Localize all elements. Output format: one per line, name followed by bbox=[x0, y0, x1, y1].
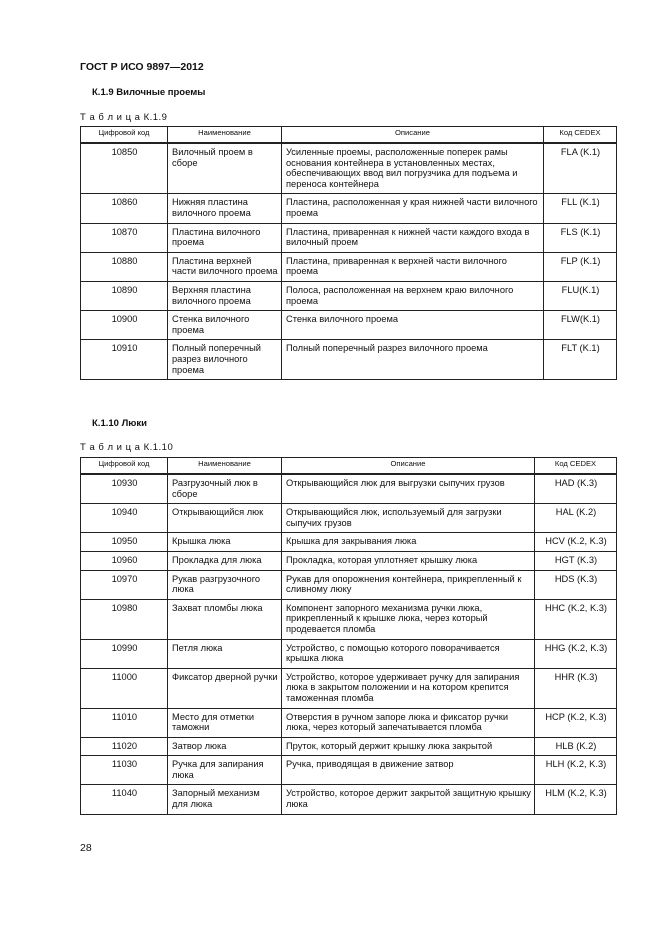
cell-code: 10900 bbox=[81, 311, 168, 340]
cell-cedex: HHC (K.2, K.3) bbox=[535, 599, 617, 639]
cell-cedex: HGT (K.3) bbox=[535, 551, 617, 570]
cell-description: Полоса, расположенная на верхнем краю вилочного проема bbox=[282, 281, 544, 310]
cell-name: Место для отметки таможни bbox=[168, 708, 282, 737]
cell-description: Компонент запорного механизма ручки люка, прикрепленный к крышке люка, через который продевается пломба bbox=[282, 599, 535, 639]
table-row bbox=[81, 533, 617, 552]
document-header: ГОСТ Р ИСО 9897—2012 bbox=[80, 61, 204, 73]
cell-description: Отверстия в ручном запоре люка и фиксатор ручки люка, через который запечатывается пломба bbox=[282, 708, 535, 737]
cell-name: Прокладка для люка bbox=[168, 551, 282, 570]
cell-name: Запорный механизм для люка bbox=[168, 785, 282, 814]
table-row bbox=[81, 551, 617, 570]
cell-code: 10950 bbox=[81, 533, 168, 552]
cell-cedex: HHR (K.3) bbox=[535, 668, 617, 708]
page-number: 28 bbox=[80, 842, 92, 854]
cell-cedex: HLH (K.2, K.3) bbox=[535, 756, 617, 785]
table-row bbox=[81, 252, 617, 281]
cell-code: 10880 bbox=[81, 252, 168, 281]
cell-name: Затвор люка bbox=[168, 737, 282, 756]
table-k-1-9 bbox=[80, 126, 617, 380]
cell-cedex: HCV (K.2, K.3) bbox=[535, 533, 617, 552]
cell-description: Стенка вилочного проема bbox=[282, 311, 544, 340]
cell-cedex: FLP (K.1) bbox=[544, 252, 617, 281]
cell-name: Стенка вилочного проема bbox=[168, 311, 282, 340]
cell-description: Усиленные проемы, расположенные поперек рамы основания контейнера в установленных местах, обеспечивающих ввод вил погрузчика для подъема и переноса контейнера bbox=[282, 143, 544, 194]
table-caption-k-1-10: Т а б л и ц а К.1.10 bbox=[80, 442, 174, 453]
cell-cedex: FLA (K.1) bbox=[544, 143, 617, 194]
table-caption-k-1-9: Т а б л и ц а К.1.9 bbox=[80, 112, 168, 123]
cell-code: 10890 bbox=[81, 281, 168, 310]
cell-name: Ручка для запирания люка bbox=[168, 756, 282, 785]
table-row bbox=[81, 708, 617, 737]
table-row bbox=[81, 281, 617, 310]
cell-description: Прокладка, которая уплотняет крышку люка bbox=[282, 551, 535, 570]
cell-cedex: HHG (K.2, K.3) bbox=[535, 639, 617, 668]
table-row bbox=[81, 311, 617, 340]
cell-code: 10910 bbox=[81, 340, 168, 380]
column-header-name: Наименование bbox=[168, 458, 282, 475]
cell-name: Разгрузочный люк в сборе bbox=[168, 474, 282, 504]
table-row bbox=[81, 143, 617, 194]
cell-cedex: HDS (K.3) bbox=[535, 570, 617, 599]
column-header-description: Описание bbox=[282, 458, 535, 475]
table-header-row bbox=[81, 458, 617, 475]
cell-cedex: HAL (K.2) bbox=[535, 504, 617, 533]
section-heading-k-1-9: К.1.9 Вилочные проемы bbox=[92, 87, 206, 98]
cell-description: Рукав для опорожнения контейнера, прикрепленный к сливному люку bbox=[282, 570, 535, 599]
cell-cedex: HLM (K.2, K.3) bbox=[535, 785, 617, 814]
cell-code: 11010 bbox=[81, 708, 168, 737]
table-header-row bbox=[81, 127, 617, 144]
table-row bbox=[81, 340, 617, 380]
cell-name: Открывающийся люк bbox=[168, 504, 282, 533]
cell-name: Вилочный проем в сборе bbox=[168, 143, 282, 194]
table-row bbox=[81, 599, 617, 639]
cell-name: Нижняя пластина вилочного проема bbox=[168, 194, 282, 223]
cell-cedex: FLL (K.1) bbox=[544, 194, 617, 223]
cell-code: 11020 bbox=[81, 737, 168, 756]
cell-cedex: HCP (K.2, K.3) bbox=[535, 708, 617, 737]
cell-description: Устройство, которое держит закрытой защитную крышку люка bbox=[282, 785, 535, 814]
table-row bbox=[81, 570, 617, 599]
table-row bbox=[81, 756, 617, 785]
cell-code: 10860 bbox=[81, 194, 168, 223]
cell-description: Пруток, который держит крышку люка закрытой bbox=[282, 737, 535, 756]
cell-code: 10970 bbox=[81, 570, 168, 599]
table-row bbox=[81, 223, 617, 252]
cell-description: Пластина, расположенная у края нижней части вилочного проема bbox=[282, 194, 544, 223]
cell-name: Полный поперечный разрез вилочного проема bbox=[168, 340, 282, 380]
cell-cedex: FLT (K.1) bbox=[544, 340, 617, 380]
cell-description: Ручка, приводящая в движение затвор bbox=[282, 756, 535, 785]
cell-name: Фиксатор дверной ручки bbox=[168, 668, 282, 708]
column-header-cedex: Код CEDEX bbox=[544, 127, 617, 144]
table-row bbox=[81, 785, 617, 814]
cell-description: Крышка для закрывания люка bbox=[282, 533, 535, 552]
cell-description: Открывающийся люк, используемый для загрузки сыпучих грузов bbox=[282, 504, 535, 533]
cell-name: Верхняя пластина вилочного проема bbox=[168, 281, 282, 310]
cell-name: Пластина вилочного проема bbox=[168, 223, 282, 252]
table-row bbox=[81, 194, 617, 223]
cell-description: Устройство, которое удерживает ручку для запирания люка в закрытом положении и на котором крепится таможенная пломба bbox=[282, 668, 535, 708]
cell-code: 10850 bbox=[81, 143, 168, 194]
cell-description: Пластина, приваренная к верхней части вилочного проема bbox=[282, 252, 544, 281]
table-row bbox=[81, 504, 617, 533]
cell-description: Пластина, приваренная к нижней части каждого входа в вилочный проем bbox=[282, 223, 544, 252]
column-header-code: Цифровой код bbox=[81, 127, 168, 144]
cell-cedex: HLB (K.2) bbox=[535, 737, 617, 756]
cell-code: 10980 bbox=[81, 599, 168, 639]
table-row bbox=[81, 668, 617, 708]
cell-cedex: HAD (K.3) bbox=[535, 474, 617, 504]
cell-code: 11000 bbox=[81, 668, 168, 708]
table-row bbox=[81, 639, 617, 668]
cell-cedex: FLW(K.1) bbox=[544, 311, 617, 340]
section-heading-k-1-10: К.1.10 Люки bbox=[92, 418, 147, 429]
cell-name: Крышка люка bbox=[168, 533, 282, 552]
table-k-1-10 bbox=[80, 457, 617, 815]
cell-code: 10960 bbox=[81, 551, 168, 570]
cell-name: Пластина верхней части вилочного проема bbox=[168, 252, 282, 281]
column-header-cedex: Код CEDEX bbox=[535, 458, 617, 475]
cell-name: Рукав разгрузочного люка bbox=[168, 570, 282, 599]
cell-description: Устройство, с помощью которого поворачивается крышка люка bbox=[282, 639, 535, 668]
column-header-code: Цифровой код bbox=[81, 458, 168, 475]
cell-name: Захват пломбы люка bbox=[168, 599, 282, 639]
cell-cedex: FLS (K.1) bbox=[544, 223, 617, 252]
cell-code: 10870 bbox=[81, 223, 168, 252]
cell-code: 10930 bbox=[81, 474, 168, 504]
cell-code: 11040 bbox=[81, 785, 168, 814]
cell-code: 11030 bbox=[81, 756, 168, 785]
cell-name: Петля люка bbox=[168, 639, 282, 668]
column-header-name: Наименование bbox=[168, 127, 282, 144]
table-row bbox=[81, 737, 617, 756]
cell-description: Полный поперечный разрез вилочного проема bbox=[282, 340, 544, 380]
cell-cedex: FLU(K.1) bbox=[544, 281, 617, 310]
cell-description: Открывающийся люк для выгрузки сыпучих грузов bbox=[282, 474, 535, 504]
cell-code: 10990 bbox=[81, 639, 168, 668]
table-row bbox=[81, 474, 617, 504]
cell-code: 10940 bbox=[81, 504, 168, 533]
column-header-description: Описание bbox=[282, 127, 544, 144]
